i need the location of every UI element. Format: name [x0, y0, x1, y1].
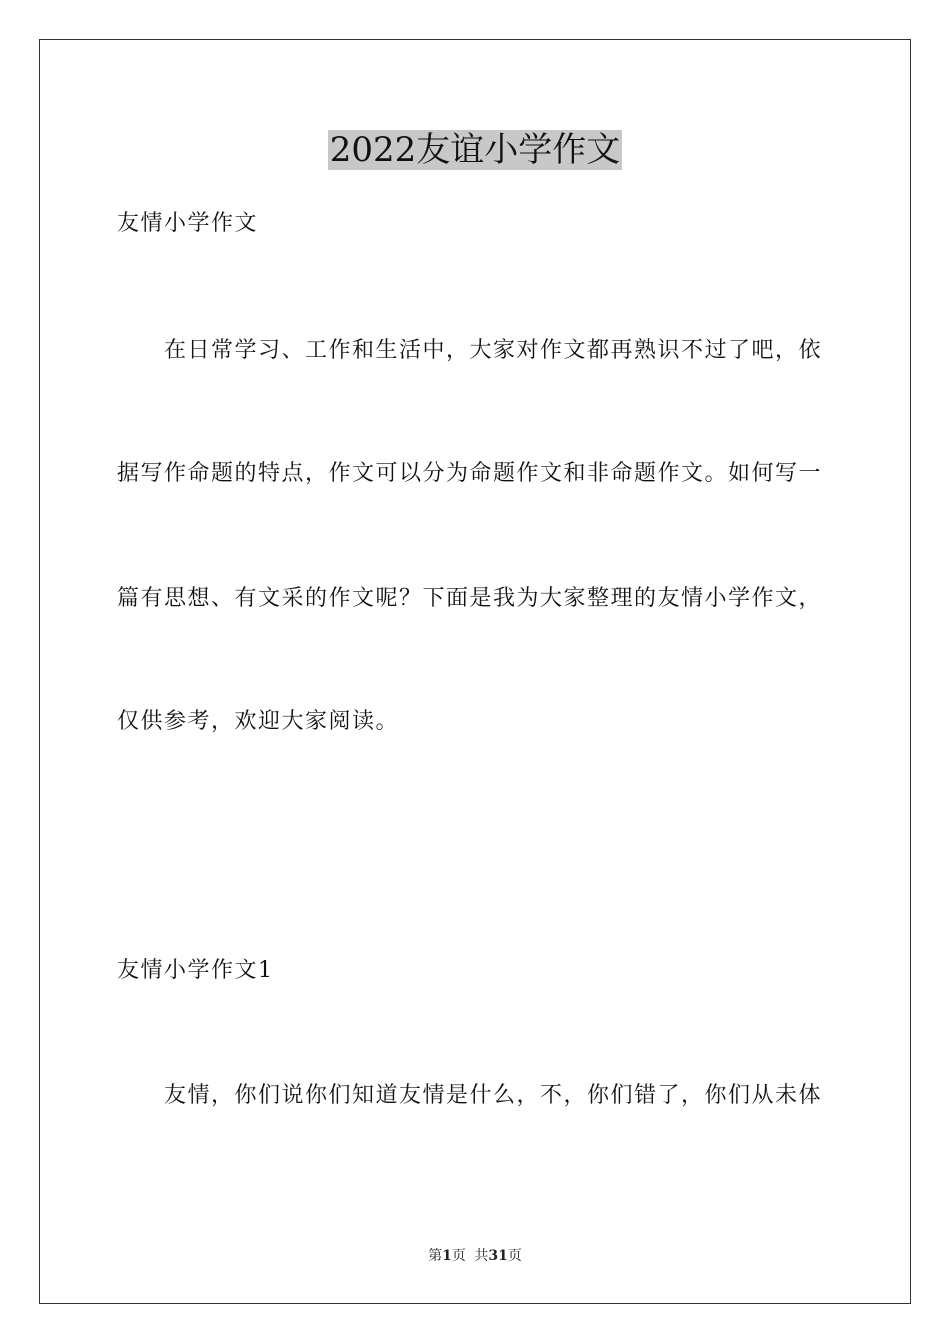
- page-prefix: 第: [428, 1248, 443, 1264]
- section1-line-1: 友情，你们说你们知道友情是什么，不，你们错了，你们从未体: [164, 1083, 823, 1108]
- page-total: 31: [488, 1248, 508, 1264]
- document-heading: 友情小学作文: [117, 211, 259, 236]
- section1-heading: 友情小学作文1: [117, 958, 274, 983]
- total-prefix: 共: [474, 1248, 489, 1264]
- intro-line-3: 篇有思想、有文采的作文呢？下面是我为大家整理的友情小学作文，: [117, 586, 823, 611]
- page-current: 1: [442, 1248, 452, 1264]
- total-suffix: 页: [507, 1248, 522, 1264]
- intro-line-4: 仅供参考，欢迎大家阅读。: [117, 709, 400, 734]
- page-footer: [0, 1246, 950, 1266]
- document-title-text: 2022友谊小学作文: [329, 130, 621, 170]
- intro-line-1: 在日常学习、工作和生活中，大家对作文都再熟识不过了吧，依: [164, 338, 823, 363]
- page-suffix: 页: [451, 1248, 466, 1264]
- intro-line-2: 据写作命题的特点，作文可以分为命题作文和非命题作文。如何写一: [117, 461, 823, 486]
- document-title: [0, 126, 950, 174]
